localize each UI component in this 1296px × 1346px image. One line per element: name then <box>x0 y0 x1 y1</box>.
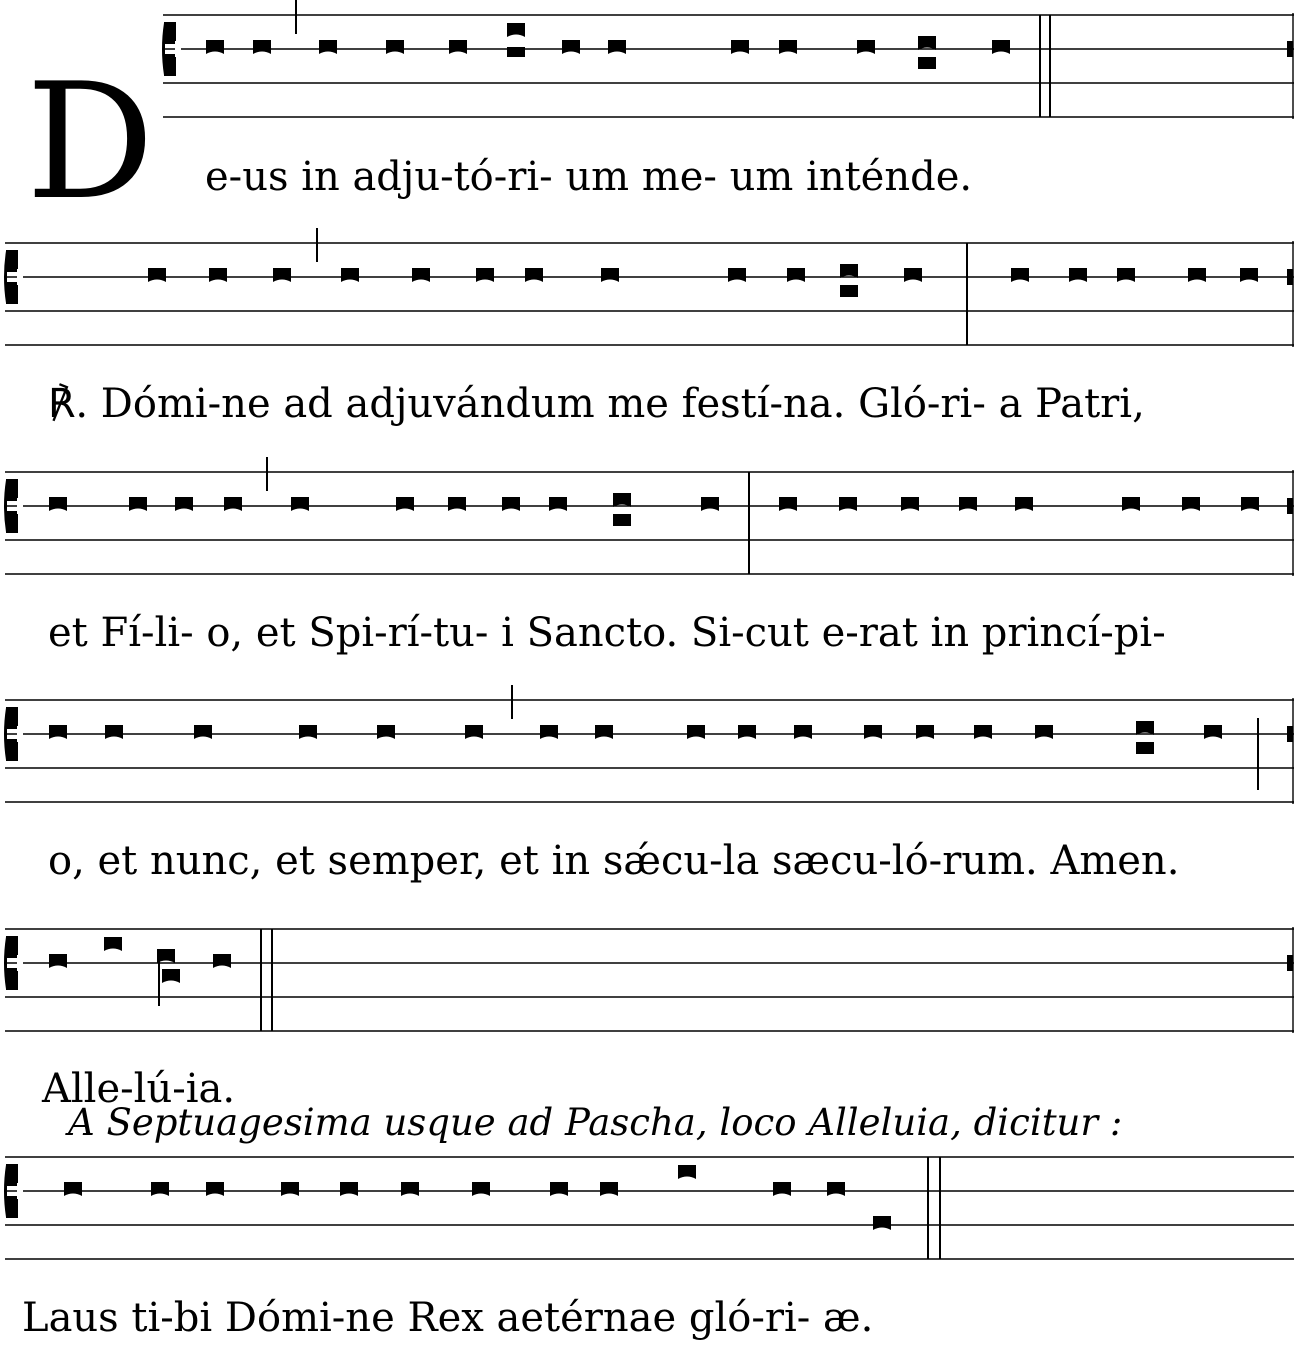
lyric-line-2: ℟. Dómi-ne ad adjuvándum me festí-na. Gló-ri- a Patri, <box>48 381 1145 427</box>
pes-upper-note <box>507 23 525 37</box>
pes-upper-note <box>613 493 631 507</box>
punctum-note <box>827 1182 845 1196</box>
punctum-note <box>701 497 719 511</box>
punctum-note <box>773 1182 791 1196</box>
pes-lower-note <box>1136 742 1154 754</box>
punctum-note <box>901 497 919 511</box>
punctum-note <box>206 1182 224 1196</box>
lyric-line-4: o, et nunc, et semper, et in sǽcu-la sæcu-ló-rum. Amen. <box>48 838 1180 884</box>
punctum-note <box>213 954 231 968</box>
pes-lower-note <box>507 47 525 57</box>
custos-mark <box>1287 269 1293 285</box>
punctum-note <box>731 40 749 54</box>
pes-upper-note <box>918 36 936 50</box>
lyric-line-5: Alle-lú-ia. <box>42 1066 236 1112</box>
punctum-note <box>562 40 580 54</box>
punctum-note <box>864 725 882 739</box>
punctum-note <box>465 725 483 739</box>
punctum-note <box>401 1182 419 1196</box>
punctum-note <box>206 40 224 54</box>
punctum-note <box>341 268 359 282</box>
punctum-note <box>779 497 797 511</box>
punctum-note <box>794 725 812 739</box>
punctum-note <box>396 497 414 511</box>
punctum-note <box>340 1182 358 1196</box>
punctum-note <box>476 268 494 282</box>
punctum-note <box>1241 497 1259 511</box>
punctum-note <box>992 40 1010 54</box>
punctum-note <box>1069 268 1087 282</box>
punctum-note <box>601 268 619 282</box>
punctum-note-high <box>678 1165 696 1179</box>
punctum-note <box>738 725 756 739</box>
punctum-note <box>151 1182 169 1196</box>
punctum-note <box>540 725 558 739</box>
punctum-note <box>253 40 271 54</box>
punctum-note <box>1240 268 1258 282</box>
lyric-line-1: e-us in adju-tó-ri- um me- um inténde. <box>205 154 973 200</box>
pes-upper-note <box>1136 721 1154 735</box>
punctum-note <box>728 268 746 282</box>
punctum-note <box>448 497 466 511</box>
punctum-note <box>105 725 123 739</box>
punctum-note <box>549 497 567 511</box>
punctum-note <box>281 1182 299 1196</box>
custos-mark <box>1287 955 1293 971</box>
punctum-note <box>1117 268 1135 282</box>
punctum-note <box>209 268 227 282</box>
punctum-note <box>687 725 705 739</box>
punctum-note <box>974 725 992 739</box>
clef-gap <box>17 955 23 971</box>
punctum-note-low <box>873 1216 891 1230</box>
punctum-note <box>386 40 404 54</box>
lyric-line-6: Laus ti-bi Dómi-ne Rex aetérnae gló-ri- æ. <box>22 1295 874 1341</box>
punctum-note <box>148 268 166 282</box>
punctum-note <box>1204 725 1222 739</box>
punctum-note <box>194 725 212 739</box>
punctum-note <box>959 497 977 511</box>
punctum-note <box>550 1182 568 1196</box>
drop-cap-initial: D <box>26 48 155 235</box>
punctum-note-high <box>104 937 122 951</box>
punctum-note <box>904 268 922 282</box>
custos-mark <box>1287 726 1293 742</box>
punctum-note <box>129 497 147 511</box>
punctum-note <box>600 1182 618 1196</box>
pes-lower-note <box>613 514 631 526</box>
custos-mark <box>1287 498 1293 514</box>
punctum-note <box>377 725 395 739</box>
punctum-note <box>502 497 520 511</box>
punctum-note <box>49 725 67 739</box>
punctum-note <box>291 497 309 511</box>
punctum-note <box>319 40 337 54</box>
punctum-note <box>839 497 857 511</box>
custos-mark <box>1287 41 1293 57</box>
clivis-lower-note <box>162 969 180 983</box>
clef-gap <box>175 41 181 57</box>
pes-lower-note <box>918 57 936 69</box>
punctum-note <box>608 40 626 54</box>
clef-gap <box>17 726 23 742</box>
punctum-note <box>49 954 67 968</box>
rubric-text: A Septuagesima usque ad Pascha, loco Alleluia, dicitur : <box>68 1101 1123 1144</box>
punctum-note <box>1122 497 1140 511</box>
punctum-note <box>1015 497 1033 511</box>
punctum-note <box>779 40 797 54</box>
punctum-note <box>175 497 193 511</box>
punctum-note <box>273 268 291 282</box>
punctum-note <box>449 40 467 54</box>
clef-gap <box>17 269 23 285</box>
punctum-note <box>857 40 875 54</box>
pes-lower-note <box>840 285 858 297</box>
punctum-note <box>412 268 430 282</box>
punctum-note <box>1011 268 1029 282</box>
punctum-note <box>1182 497 1200 511</box>
clef-gap <box>17 498 23 514</box>
lyric-line-3: et Fí-li- o, et Spi-rí-tu- i Sancto. Si-cut e-rat in princí-pi- <box>48 610 1166 656</box>
pes-upper-note <box>840 264 858 278</box>
punctum-note <box>525 268 543 282</box>
punctum-note <box>299 725 317 739</box>
punctum-note <box>224 497 242 511</box>
punctum-note <box>472 1182 490 1196</box>
punctum-note <box>787 268 805 282</box>
punctum-note <box>64 1182 82 1196</box>
punctum-note <box>49 497 67 511</box>
punctum-note <box>595 725 613 739</box>
clef-gap <box>17 1183 23 1199</box>
punctum-note <box>916 725 934 739</box>
punctum-note <box>1035 725 1053 739</box>
punctum-note <box>1188 268 1206 282</box>
